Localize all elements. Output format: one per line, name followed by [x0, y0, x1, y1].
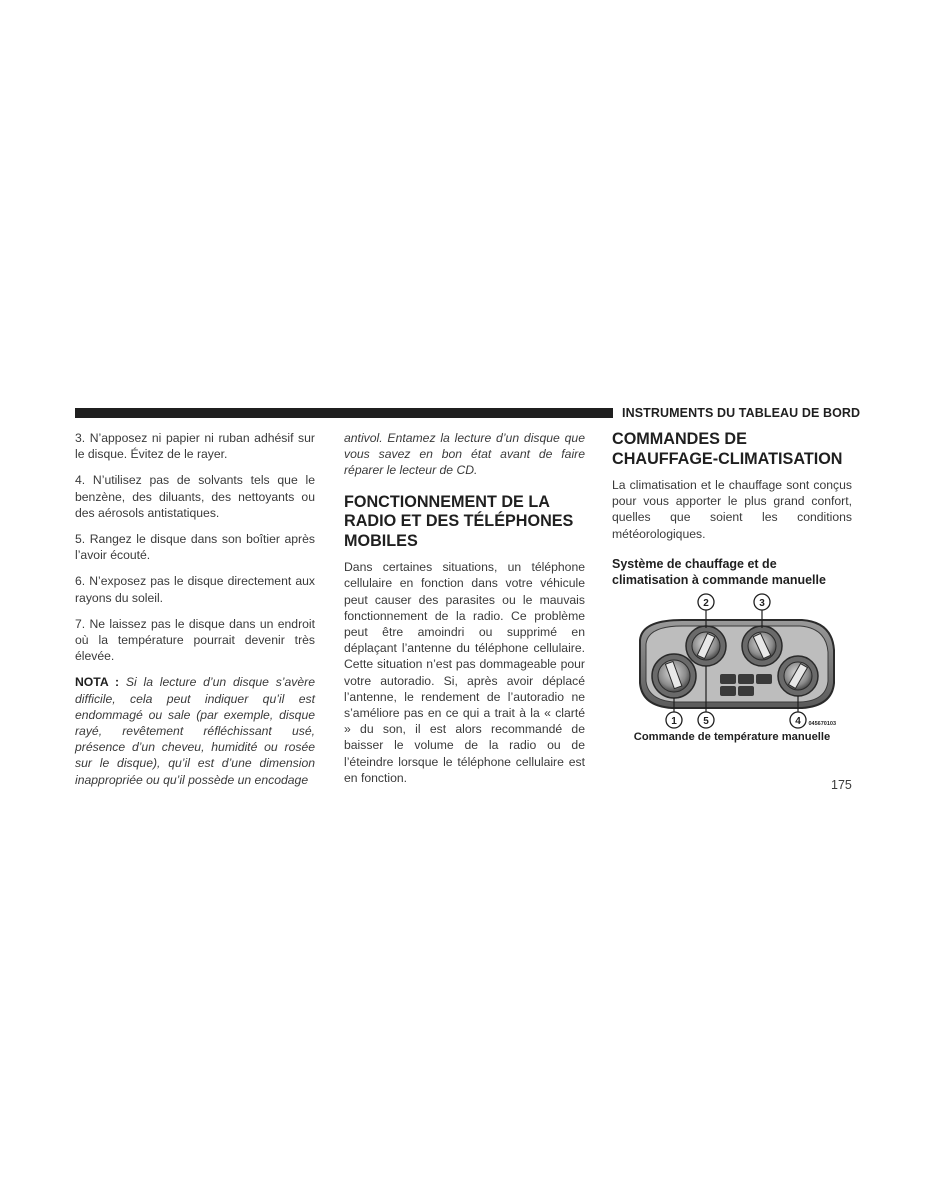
- paragraph: 3. N’apposez ni papier ni ruban adhésif sur le disque. Évitez de le rayer.: [75, 431, 315, 462]
- svg-text:5: 5: [703, 716, 709, 727]
- knob-2: [686, 626, 726, 666]
- note-text: Si la lecture d’un disque s’avère difficile, cela peut indiquer qu’il est endommagé ou sale (par exemple, disque rayé, revêtement réfléchissant usé, présence d’un cheveu, humidité ou rosée sur le disque), qu’il est d’une dimension inappropriée ou qu’il possède un encodage: [75, 675, 315, 787]
- paragraph: 7. Ne laissez pas le disque dans un endroit où la température pourrait devenir très élevée.: [75, 616, 315, 664]
- paragraph: La climatisation et le chauffage sont conçus pour vous apporter le plus grand confort, quelles que soient les conditions météorologiques.: [612, 478, 852, 541]
- knob-1: [652, 654, 696, 698]
- column-2: [344, 430, 585, 796]
- svg-text:4: 4: [795, 716, 801, 727]
- note-label: NOTA :: [75, 675, 120, 690]
- section-title: INSTRUMENTS DU TABLEAU DE BORD: [622, 406, 861, 420]
- paragraph: 4. N’utilisez pas de solvants tels que le benzène, des diluants, des nettoyants ou des aérosols antistatiques.: [75, 473, 315, 520]
- callout-2: [698, 594, 714, 610]
- callout-5: [698, 712, 714, 728]
- knob-3: [742, 626, 782, 666]
- subheading-manual-control: Système de chauffage et de climatisation à commande manuelle: [612, 556, 826, 587]
- column-1: [75, 430, 315, 798]
- climate-panel-illustration: [612, 588, 852, 733]
- svg-text:1: 1: [671, 716, 677, 727]
- header-rule: [75, 408, 613, 418]
- figure-code: 045670103: [808, 721, 836, 727]
- knob-4: [778, 656, 818, 696]
- section-heading-radio: FONCTIONNEMENT DE LA RADIO ET DES TÉLÉPHONES MOBILES: [344, 492, 574, 550]
- climate-control-figure: [612, 588, 852, 748]
- svg-text:2: 2: [703, 598, 709, 609]
- figure-caption: Commande de température manuelle: [633, 731, 831, 743]
- page-number: 175: [831, 778, 852, 792]
- section-heading-climate: COMMANDES DE CHAUFFAGE-CLIMATISATION: [612, 430, 843, 468]
- callout-3: [754, 594, 770, 610]
- column-3: [612, 430, 852, 598]
- note-continuation: antivol. Entamez la lecture d’un disque que vous savez en bon état avant de faire réparer le lecteur de CD.: [344, 431, 585, 478]
- note-paragraph: [75, 674, 315, 787]
- svg-text:3: 3: [759, 598, 765, 609]
- paragraph: 6. N’exposez pas le disque directement aux rayons du soleil.: [75, 574, 315, 605]
- paragraph: 5. Rangez le disque dans son boîtier après l’avoir écouté.: [75, 532, 315, 563]
- callout-4: [790, 712, 806, 728]
- paragraph: Dans certaines situations, un téléphone cellulaire en fonction dans votre véhicule peut causer des parasites ou le mauvais fonctionnement de la radio. Ce problème peut être amoindri ou supprimé en déplaçant l’antenne du téléphone cellulaire. Cette situation n’est pas dommageable pour votre autoradio. Si, après avoir déplacé l’antenne, le rendement de l’autoradio ne s’améliore pas en ce qui a trait à la « clarté » du son, il est alors recommandé de baisser le volume de la radio ou de l’éteindre lorsque le téléphone cellulaire est en fonction.: [344, 560, 585, 785]
- callout-1: [666, 712, 682, 728]
